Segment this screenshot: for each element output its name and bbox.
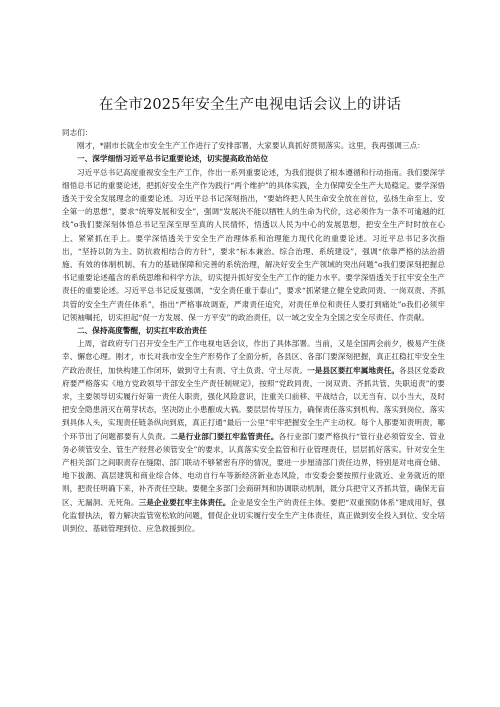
section-2-point-2: 二是行业部门要扛牢监管责任。 bbox=[170, 431, 279, 441]
section-2-text-1: 上周，省政府专门召开安全生产工作电视电话会议，作出了具体部署。当前，又是全国两会前夕，极易产生侥幸、懈怠心理。刚才，市长对我市安全生产形势作了全面分析，各县区、各部门要深刻把握，真正扛稳扛牢安全生产政治责任，加快构建工作闭环，做到守土有责、守土负责、守土尽责。 bbox=[62, 339, 445, 375]
intro-paragraph: 刚才，*副市长就全市安全生产工作进行了安排部署，大家要认真抓好贯彻落实。这里，我再强调三点： bbox=[77, 141, 425, 151]
section-2-body bbox=[62, 337, 445, 535]
section-1-heading: 一、深学细悟习近平总书记重要论述，切实提高政治站位 bbox=[77, 154, 269, 164]
document-title: 在全市2025年安全生产电视电话会议上的讲话 bbox=[98, 97, 402, 113]
section-2-text-3: 各行业部门要严格执行“管行业必须管安全、管业务必须管安全、管生产经营必须管安全”的要求，认真落实安全监管和行业管理责任，层层抓好落实。针对安全生产相关部门之间职责存在缝隙、部门联动不够紧密有序的情况，要进一步厘清部门责任边界，特别是对电商仓储、地下拔潮、高层建筑和商业综合体、电动自行车等新经济新业态风险，市安委会要按照行业就近、业务就近的原则，把责任明确下来，补齐责任空缺。要健全多部门会商研判和协调联动机制，既分兵把守又齐抓共管，确保无盲区、无漏洞、无死角。 bbox=[62, 431, 446, 507]
section-2-point-3: 三是企业要扛牢主体责任。 bbox=[138, 497, 231, 507]
section-1-body: 习近平总书记高度重视安全生产工作，作出一系列重要论述，为我们提供了根本遵循和行动指南。我们要深学细悟总书记的重要论述，把抓好安全生产作为践行“两个维护”的具体实践，全力保障安全生产大局稳定。要学深悟透关于安全发展理念的重要论述。习近平总书记深刻指出，“要始终把人民生命安全放在首位，弘扬生命至上、安全第一的思想”，要求“统筹发展和安全”，强调“发展决不能以牺牲人的生命为代价，这必须作为一条不可逾越的红线”o我们要深刻体悟总书记至深至厚至真的人民情怀，悟透以人民为中心的发展思想，把安全生产时时放在心上、紧紧抓在手上。要学深悟透关于安全生产治理体系和治理能力现代化的重要论述。习近平总书记多次指出，“坚持以防为主、防抗救相结合的方针”，要求“标本兼治、综合治理、系统建设”，强调“依靠严格的法治措施、有效的体制机制、有力的基础保障和完善的系统治理，解决好安全生产领域的突出问题”o我们要深刻把握总书记重要论述蕴含的系统思维和科学方法，切实提升抓好安全生产工作的能力水平。要学深悟透关于扛牢安全生产责任的重要论述。习近平总书记反复强调，“安全责任重于泰山”，要求“抓紧建立健全党政同责、一岗双责、齐抓共管的安全生产责任体系”，指出“严格事故调查，严肃责任追究，对责任单位和责任人要打到痛处”o我们必须牢记领袖嘱托，切实担起“促一方发展、保一方平安”的政治责任，以一域之安全为全国之安全尽责任、作贡献。 bbox=[62, 167, 445, 322]
section-2-heading: 二、保持高度警醒，切实扛牢政治责任 bbox=[77, 326, 207, 336]
section-2-text-2: 各县区党委政府要严格落实《地方党政领导干部安全生产责任制规定》，按照“党政同责、一岗双责、齐抓共管、失职追责”的要求，主要领导切实履行好第一责任人职责，强化风险意识，注重关口前移、平战结合，以无当有、以小当大，及时把安全隐患消灭在萌芽状态，坚决防止小患酿成大祸。要层层传导压力，确保责任落实到机构、落实到岗位、落实到具体人头，实现责任链条纵向到底，真正打通“最后一公里”牢牢把握安全生产主动权。每个人都要知责明责，哪个环节出了问题都要有人负责。 bbox=[62, 365, 445, 441]
salutation: 同志们： bbox=[62, 128, 93, 137]
document-body bbox=[62, 126, 445, 535]
section-2-point-1: 一是县区要扛牢属地责任。 bbox=[307, 365, 400, 375]
section-2-text-4: 企业是安全生产的责任主体。要把“双重预防体系”建成用好，强化监督执法，着力解决监管宽松软的问题，督促企业切实履行安全生产主体责任，真正做到安全投入到位、安全培训到位、基础管理到位、应急救援到位。 bbox=[62, 497, 446, 534]
